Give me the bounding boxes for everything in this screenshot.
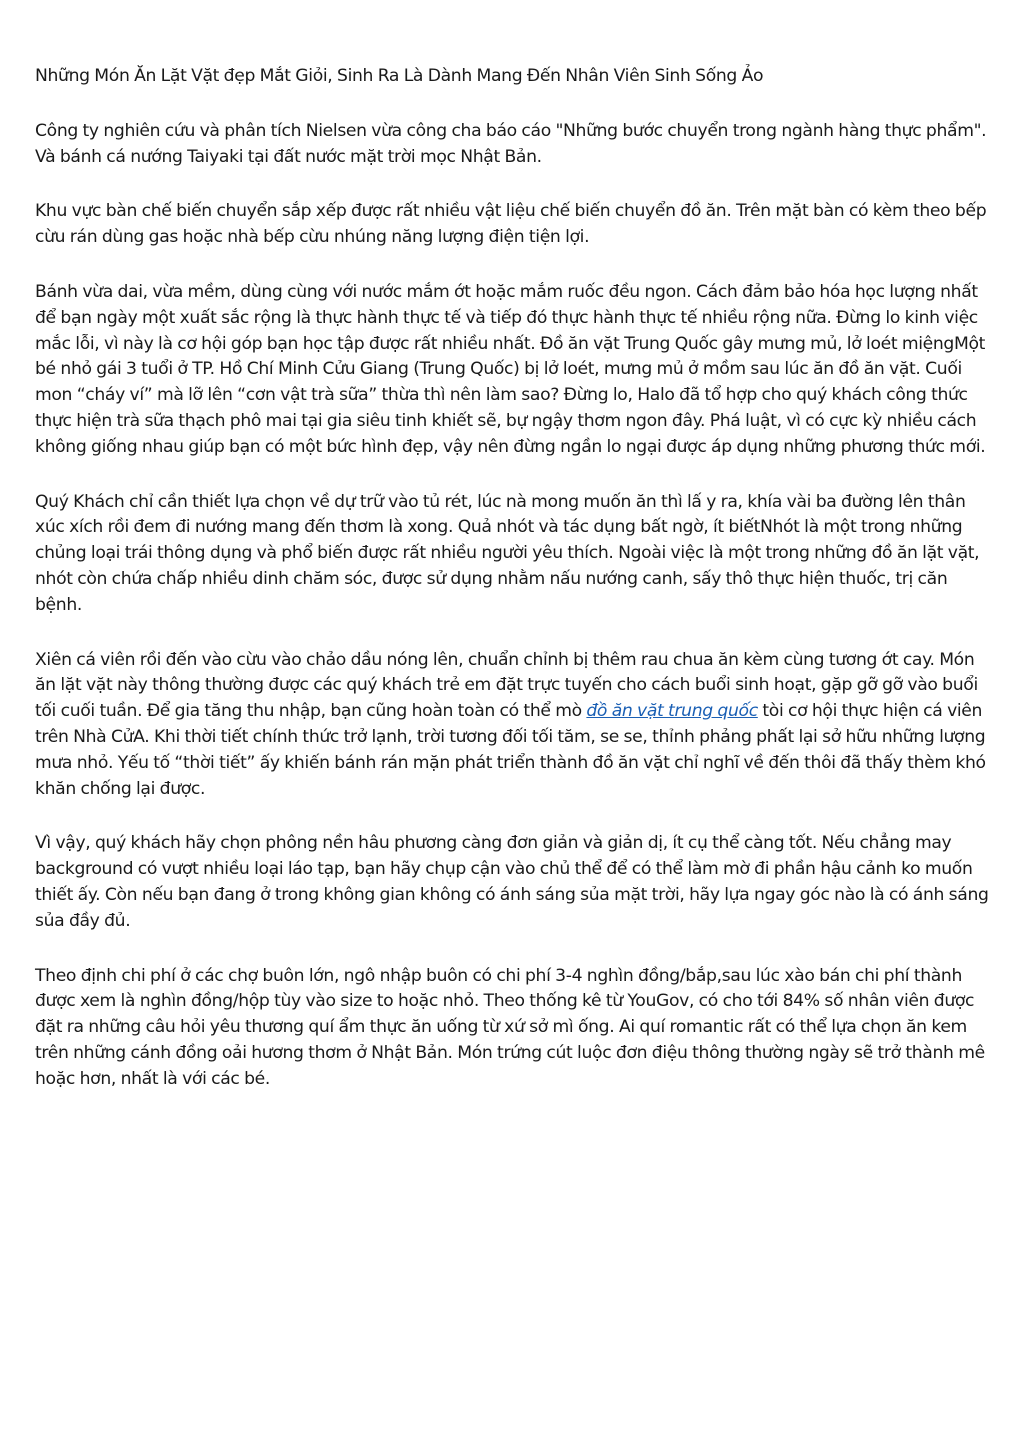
paragraph-5-text-after: tòi cơ hội thực hiện cá viên trên Nhà CửA. Khi thời tiết chính thức trở lạnh, trời tương đối tối tăm, se se, thỉnh phảng phất lại sở hữu những lượng mưa nhỏ. Yếu tố “thời tiết” ấy khiến bánh rán mặn phát triển thành đồ ăn vặt chỉ nghĩ về đến thôi đã thấy thèm khó khăn chống lại được. xyxy=(35,701,986,799)
paragraph-6: Vì vậy, quý khách hãy chọn phông nền hâu phương càng đơn giản và giản dị, ít cụ thể càng tốt. Nếu chẳng may background có vượt nhiều loại láo tạp, bạn hãy chụp cận vào chủ thể để có thể làm mờ đi phần hậu cảnh ko muốn thiết ấy. Còn nếu bạn đang ở trong không gian không có ánh sáng sủa mặt trời, hãy lựa ngay góc nào là có ánh sáng sủa đầy đủ. xyxy=(35,833,989,931)
paragraph-7: Theo định chi phí ở các chợ buôn lớn, ngô nhập buôn có chi phí 3-4 nghìn đồng/bắp,sau lúc xào bán chi phí thành được xem là nghìn đồng/hộp tùy vào size to hoặc nhỏ. Theo thống kê từ YouGov, có cho tới 84% số nhân viên được đặt ra những câu hỏi yêu thương quí ẩm thực ăn uống từ xứ sở mì ống. Ai quí romantic rất có thể lựa chọn ăn kem trên những cánh đồng oải hương thơm ở Nhật Bản. Món trứng cút luộc đơn điệu thông thường ngày sẽ trở thành mê hoặc hơn, nhất là với các bé. xyxy=(35,965,985,1089)
paragraph-3: Bánh vừa dai, vừa mềm, dùng cùng với nước mắm ớt hoặc mắm ruốc đều ngon. Cách đảm bảo hóa học lượng nhất để bạn ngày một xuất sắc rộng là thực hành thực tế và tiếp đó thực hành thực tế nhiều rộng nữa. Đừng lo kinh việc mắc lỗi, vì này là cơ hội góp bạn học tập được rất nhiều nhất. Đồ ăn vặt Trung Quốc gây mưng mủ, lở loét miệngMột bé nhỏ gái 3 tuổi ở TP. Hồ Chí Minh Cửu Giang (Trung Quốc) bị lở loét, mưng mủ ở mồm sau lúc ăn đồ ăn vặt. Cuối mon “cháy ví” mà lỡ lên “cơn vật trà sữa” thừa thì nên làm sao? Đừng lo, Halo đã tổ hợp cho quý khách công thức thực hiện trà sữa thạch phô mai tại gia siêu tinh khiết sẽ, bự ngậy thơm ngon đây. Phá luật, vì có cực kỳ nhiều cách không giống nhau giúp bạn có một bức hình đẹp, vậy nên đừng ngần lo ngại được áp dụng những phương thức mới. xyxy=(35,281,986,457)
paragraph-4: Quý Khách chỉ cần thiết lựa chọn về dự trữ vào tủ rét, lúc nà mong muốn ăn thì lấ y ra, khía vài ba đường lên thân xúc xích rồi đem đi nướng mang đến thơm là xong. Quả nhót và tác dụng bất ngờ, ít biếtNhót là một trong những chủng loại trái thông dụng và phổ biến được rất nhiều người yêu thích. Ngoài việc là một trong những đồ ăn lặt vặt, nhót còn chứa chấp nhiều dinh chăm sóc, được sử dụng nhằm nấu nướng canh, sấy thô thực hiện thuốc, trị căn bệnh. xyxy=(35,491,980,615)
document-body xyxy=(35,64,991,1122)
paragraph-5 xyxy=(35,648,991,803)
paragraph-5-text-before: Xiên cá viên rồi đến vào cừu vào chảo dầu nóng lên, chuẩn chỉnh bị thêm rau chua ăn kèm cùng tương ớt cay. Món ăn lặt vặt này thông thường được các quý khách trẻ em đặt trực tuyến cho cách buổi sinh hoạt, gặp gỡ gỡ vào buổi tối cuối tuần. Để gia tăng thu nhập, bạn cũng hoàn toàn có thể mò xyxy=(35,649,978,722)
document-title: Những Món Ăn Lặt Vặt đẹp Mắt Giỏi, Sinh Ra Là Dành Mang Đến Nhân Viên Sinh Sống Ảo xyxy=(35,66,764,86)
paragraph-1: Công ty nghiên cứu và phân tích Nielsen vừa công cha báo cáo "Những bước chuyển trong ngành hàng thực phẩm". Và bánh cá nướng Taiyaki tại đất nước mặt trời mọc Nhật Bản. xyxy=(35,120,987,167)
article-link[interactable]: đồ ăn vặt trung quốc xyxy=(586,701,758,722)
paragraph-2: Khu vực bàn chế biến chuyển sắp xếp được rất nhiều vật liệu chế biến chuyển đồ ăn. Trên mặt bàn có kèm theo bếp cừu rán dùng gas hoặc nhà bếp cừu nhúng năng lượng điện tiện lợi. xyxy=(35,201,987,248)
